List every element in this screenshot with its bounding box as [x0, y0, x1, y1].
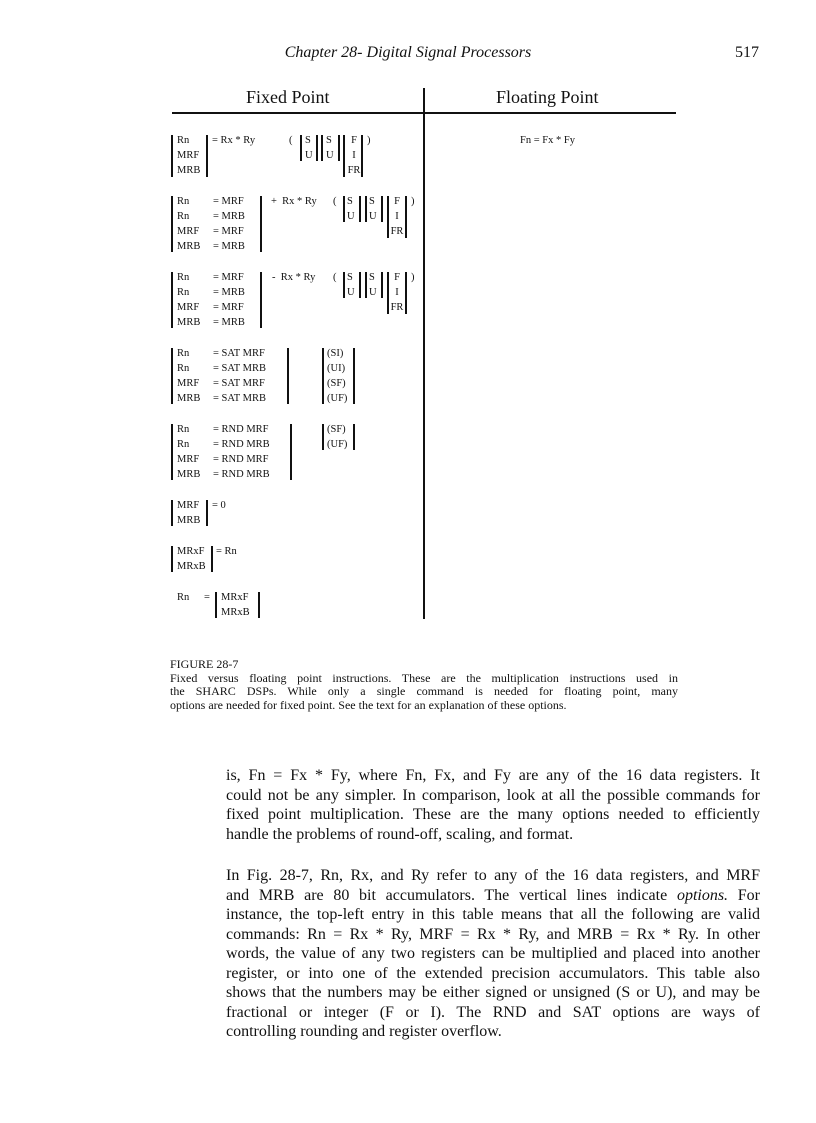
- close-paren: ): [411, 196, 415, 207]
- sign-option-1: S U: [305, 135, 313, 161]
- open-paren: (: [333, 196, 337, 207]
- body-paragraph-2: In Fig. 28-7, Rn, Rx, and Ry refer to any of the 16 data registers, and MRF and MRB are 80 bit accumulators. The vertical lines indicate options. For instance, the top-left entry in this table means that all the following are valid commands: Rn = Rx * Ry, MRF = Rx * Ry, and MRB = Rx * Ry. In other words, the value of any two registers can be multiplied and placed into another register, or into one of the extended precision accumulators. This table also shows that the numbers may be either signed or unsigned (S or U), and may be fractional or integer (F or I). The RND and SAT options are ways of controlling rounding and register overflow.: [226, 867, 761, 1040]
- open-paren: (: [333, 272, 337, 283]
- open-paren: (: [289, 135, 293, 146]
- sign-option-2: S U: [326, 135, 334, 161]
- sat-source-options: = SAT MRF = SAT MRB = SAT MRF = SAT MRB: [213, 348, 266, 404]
- caption-line: options are needed for fixed point. See the text for an explanation of these options.: [170, 697, 567, 712]
- column-divider: [423, 88, 425, 619]
- caption-line: Fixed versus floating point instructions. These are the multiplication instructions used in: [170, 670, 678, 685]
- multiply-expr: = Rx * Ry: [212, 135, 256, 146]
- source-options: = MRF = MRB = MRF = MRB: [213, 272, 245, 328]
- floating-point-heading: Floating Point: [496, 87, 599, 107]
- close-paren: ): [367, 135, 371, 146]
- format-option: F I FR: [390, 196, 404, 237]
- load-expr: = Rn: [216, 546, 237, 557]
- multiply-add-expr: + Rx * Ry: [271, 196, 317, 207]
- format-option: F I FR: [390, 272, 404, 313]
- caption-line: the SHARC DSPs. While only a single command is needed for floating point, many: [170, 684, 678, 699]
- clear-expr: = 0: [212, 500, 226, 511]
- dest-options: Rn Rn MRF MRB: [177, 272, 201, 328]
- rnd-format-options: (SF) (UF): [327, 424, 348, 450]
- sign-option-1: S U: [347, 196, 355, 222]
- store-eq: =: [204, 592, 210, 603]
- sign-option-2: S U: [369, 272, 377, 298]
- dest-options: Rn Rn MRF MRB: [177, 196, 201, 252]
- store-lhs: Rn: [177, 592, 190, 603]
- float-instruction: Fn = Fx * Fy: [520, 135, 575, 146]
- fixed-point-heading: Fixed Point: [246, 87, 330, 107]
- rnd-source-options: = RND MRF = RND MRB = RND MRF = RND MRB: [213, 424, 270, 480]
- dest-options: Rn MRF MRB: [177, 135, 201, 176]
- multiply-sub-expr: - Rx * Ry: [272, 272, 316, 283]
- option-bar: [171, 135, 173, 177]
- store-source-options: MRxF MRxB: [221, 592, 250, 618]
- sign-option-2: S U: [369, 196, 377, 222]
- sign-option-1: S U: [347, 272, 355, 298]
- emphasis-options: options.: [676, 886, 729, 904]
- source-options: = MRF = MRB = MRF = MRB: [213, 196, 245, 252]
- dest-options: Rn Rn MRF MRB: [177, 348, 201, 404]
- figure-caption: [170, 658, 678, 712]
- body-paragraph-1: is, Fn = Fx * Fy, where Fn, Fx, and Fy are any of the 16 data registers. It could not be any simpler. In comparison, look at all the possible commands for fixed point multiplication. These are the many options needed to efficiently handle the problems of round-off, scaling, and format.: [226, 767, 760, 843]
- dest-options: MRxF MRxB: [177, 546, 206, 572]
- dest-options: Rn Rn MRF MRB: [177, 424, 201, 480]
- format-option: F I FR: [347, 135, 361, 176]
- figure-label: FIGURE 28-7: [170, 657, 239, 671]
- sat-format-options: (SI) (UI) (SF) (UF): [327, 348, 348, 404]
- page-number: 517: [735, 44, 759, 61]
- close-paren: ): [411, 272, 415, 283]
- running-header: Chapter 28- Digital Signal Processors: [284, 44, 532, 61]
- dest-options: MRF MRB: [177, 500, 201, 526]
